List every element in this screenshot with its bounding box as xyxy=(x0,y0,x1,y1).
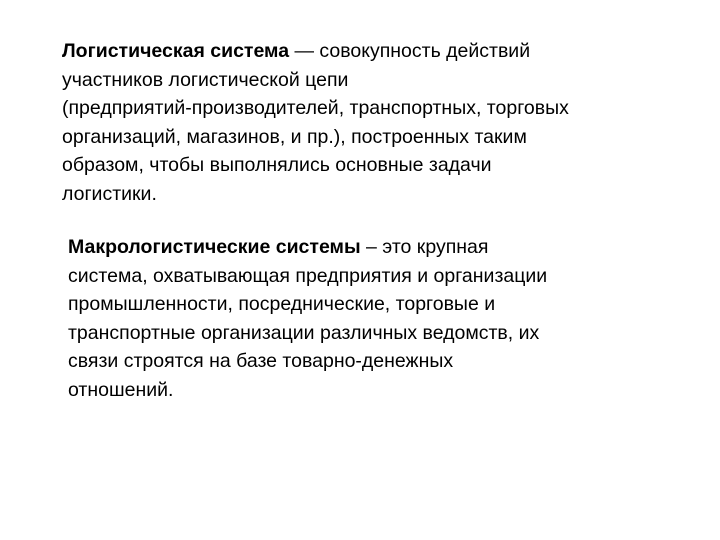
definition-line xyxy=(62,37,569,66)
definition-line: система, охватывающая предприятия и организации xyxy=(68,264,548,287)
definition-line xyxy=(68,233,547,262)
definition-line: (предприятий-производителей, транспортных, торговых xyxy=(62,97,569,119)
definition-macrologistics-systems xyxy=(68,233,547,404)
definition-term: Логистическая система xyxy=(62,40,290,62)
definition-line: организаций, магазинов, и пр.), построенных таким xyxy=(62,125,527,148)
definition-line: логистики. xyxy=(62,182,157,205)
definition-line: образом, чтобы выполнялись основные задачи xyxy=(62,154,492,176)
definition-line: промышленности, посреднические, торговые и xyxy=(68,293,496,315)
definition-line: участников логистической цепи xyxy=(62,68,349,91)
definition-text: – это крупная xyxy=(360,236,489,258)
definition-logistics-system xyxy=(62,37,569,208)
definition-term: Макрологистические системы xyxy=(68,236,361,258)
definition-line: отношений. xyxy=(68,378,174,401)
definition-line: связи строятся на базе товарно-денежных xyxy=(68,350,454,372)
definition-text: — совокупность действий xyxy=(289,40,531,62)
definition-line: транспортные организации различных ведомств, их xyxy=(68,321,540,344)
